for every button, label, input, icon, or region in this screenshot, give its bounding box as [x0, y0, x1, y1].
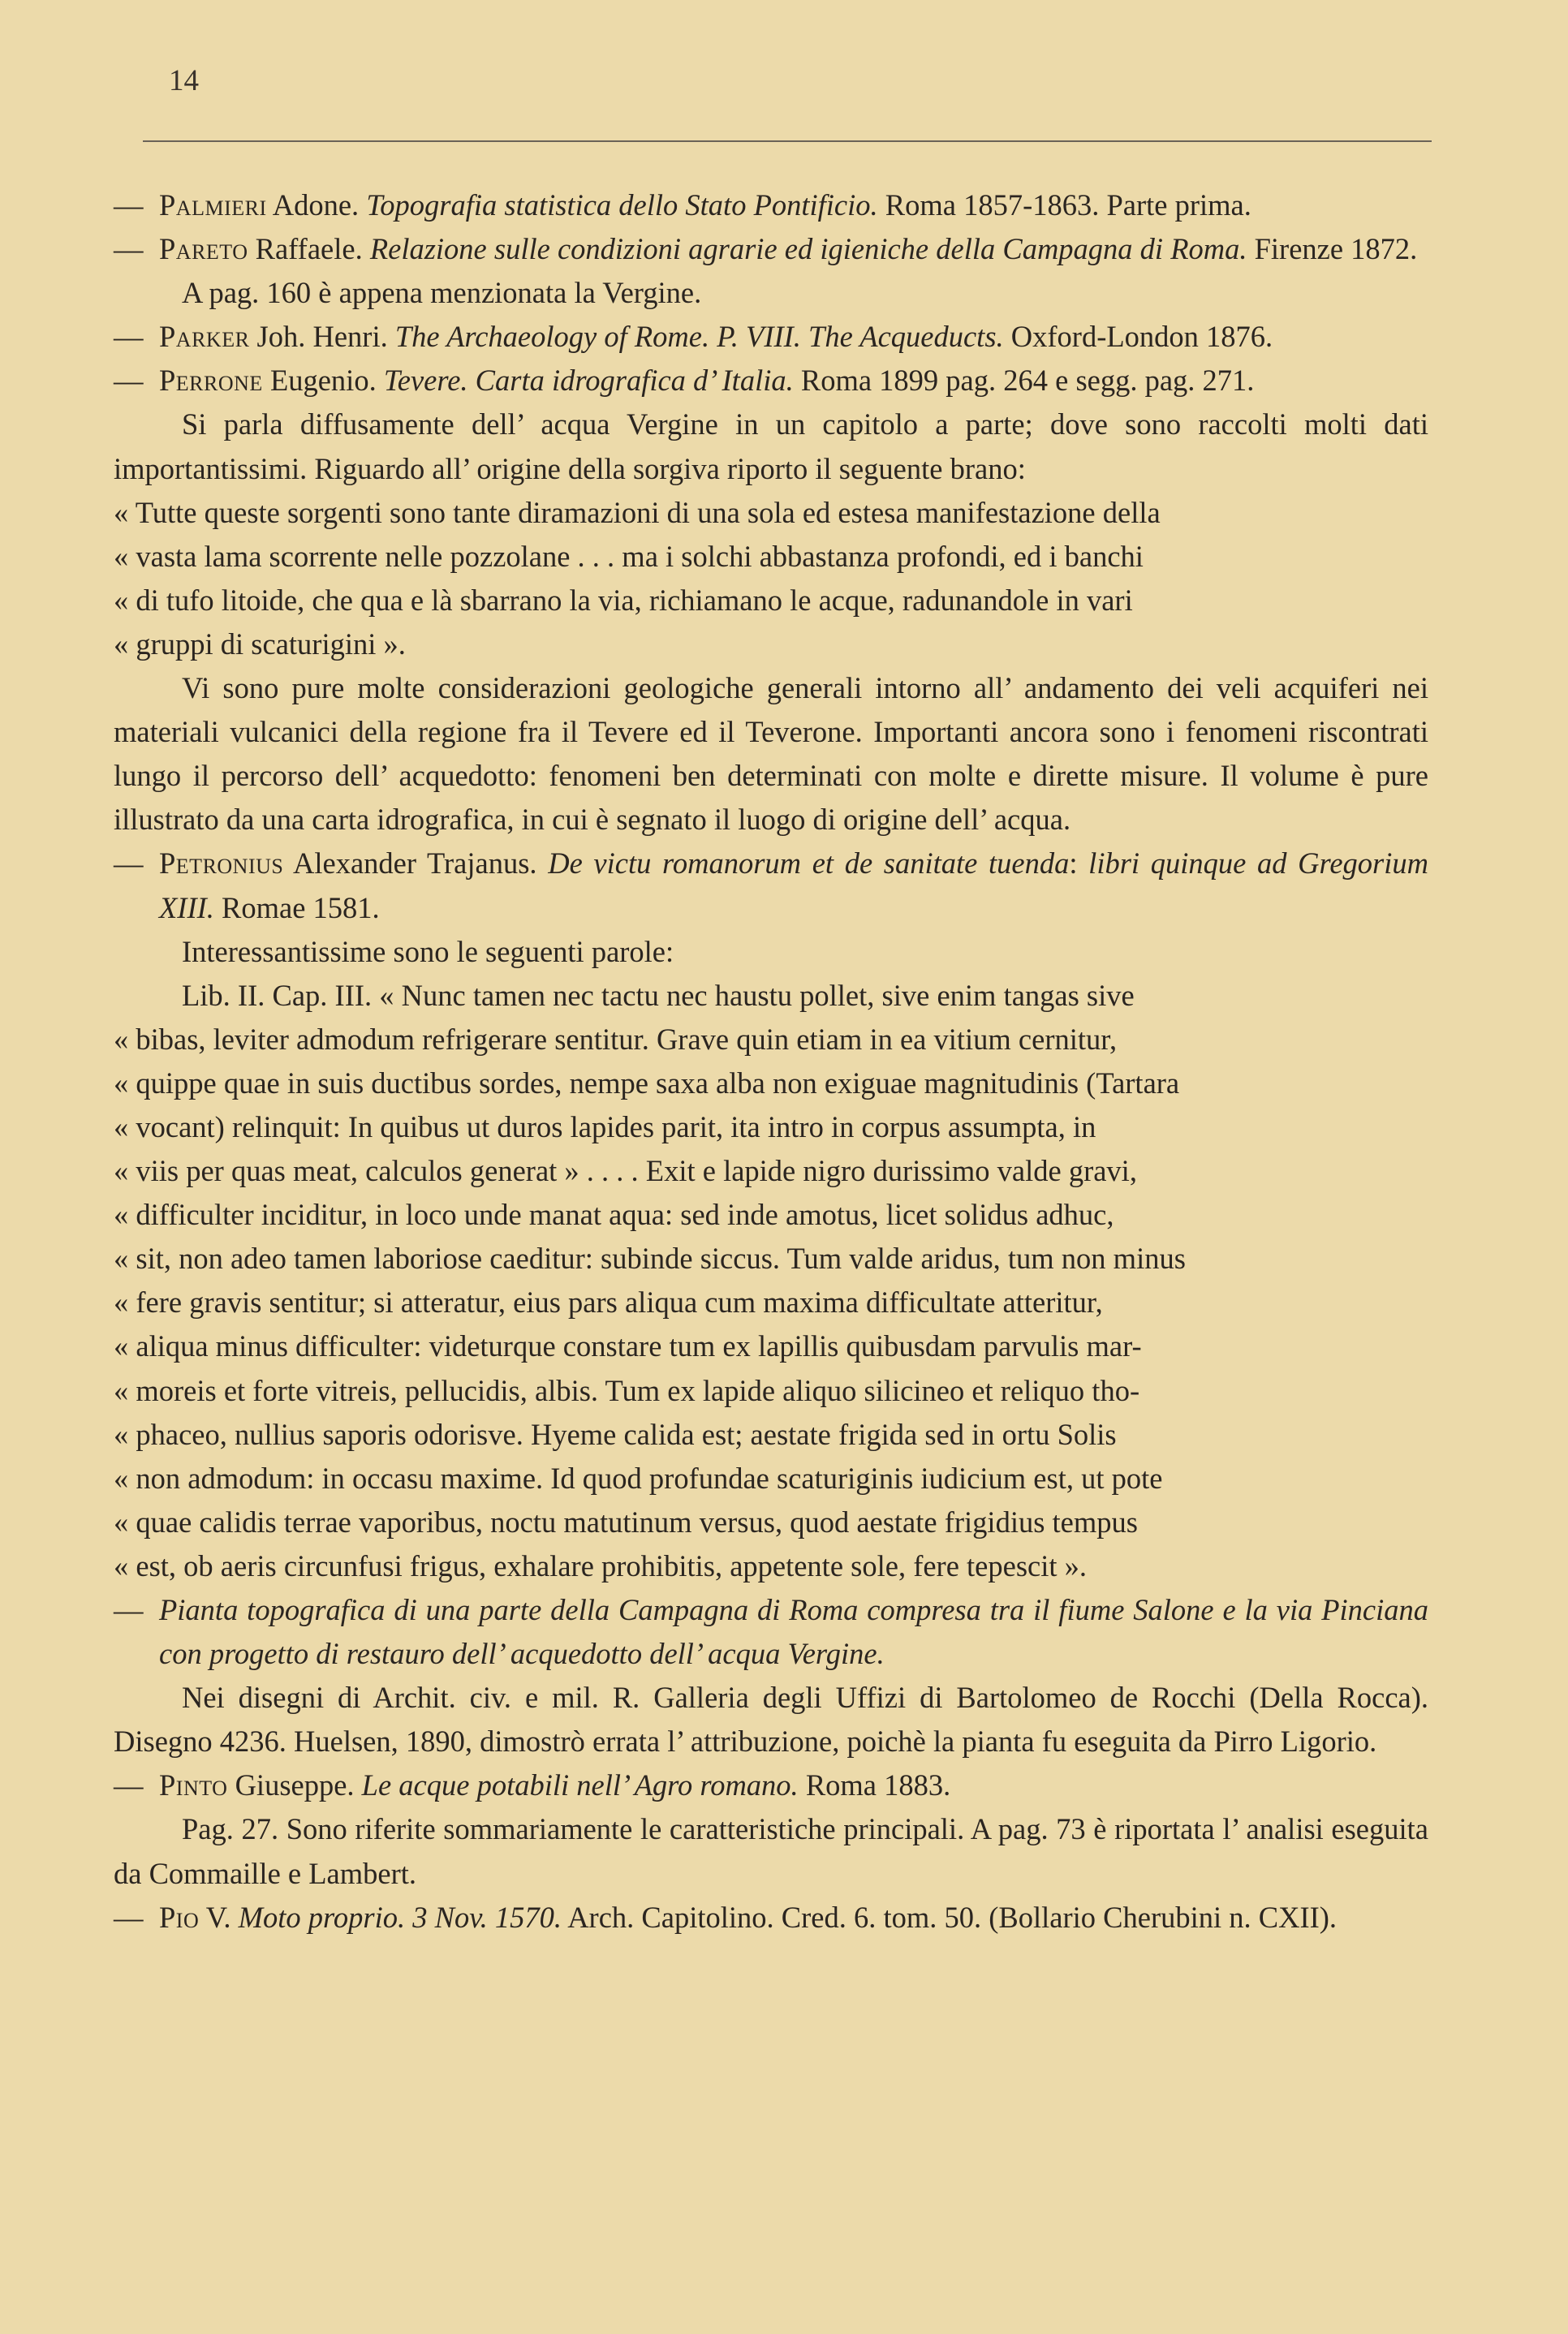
- commentary-paragraph: Si parla diffusamente dell’ acqua Vergine in un capitolo a parte; dove sono raccolti molti dati importantissimi. Riguardo all’ origine della sorgiva riporto il seguente brano:: [114, 407, 1428, 485]
- entry-first-name: Joh. Henri.: [256, 320, 388, 354]
- bib-entry-petronius: [114, 842, 1428, 929]
- entry-title: Tevere. Carta idrografica d’ Italia.: [383, 364, 794, 398]
- header-rule: [143, 140, 1432, 142]
- entry-author: Pareto: [159, 232, 248, 266]
- entry-publication: Oxford-London 1876.: [1010, 320, 1273, 354]
- quotation-line: « difficulter inciditur, in loco unde manat aqua: sed inde amotus, licet solidus adhuc,: [114, 1198, 1114, 1232]
- entry-author: Palmieri: [159, 188, 267, 222]
- entry-author: Pinto: [159, 1768, 228, 1802]
- entry-dash: —: [114, 320, 144, 354]
- bib-entry-perrone: [114, 359, 1428, 403]
- quotation-line: « Tutte queste sorgenti sono tante diramazioni di una sola ed estesa manifestazione della: [114, 495, 1161, 529]
- quotation-line: « di tufo litoide, che qua e là sbarrano la via, richiamano le acque, radunandole in vari: [114, 583, 1133, 617]
- entry-dash: —: [114, 188, 144, 222]
- quotation-line: « viis per quas meat, calculos generat » . . . . Exit e lapide nigro durissimo valde gravi,: [114, 1154, 1137, 1188]
- entry-first-name: Eugenio.: [269, 364, 377, 398]
- quotation-line: « bibas, leviter admodum refrigerare sentitur. Grave quin etiam in ea vitium cernitur,: [114, 1022, 1118, 1056]
- quotation-line: « vasta lama scorrente nelle pozzolane . . . ma i solchi abbastanza profondi, ed i banchi: [114, 539, 1144, 573]
- entry-publication: Firenze 1872.: [1254, 232, 1418, 266]
- entry-dash: —: [114, 1593, 144, 1626]
- entry-title: De victu romanorum et de sanitate tuenda: [548, 846, 1070, 881]
- entry-note: A pag. 160 è appena menzionata la Vergine.: [182, 276, 702, 310]
- entry-dash: —: [114, 1768, 144, 1802]
- commentary-paragraph: Vi sono pure molte considerazioni geologiche generali intorno all’ andamento dei veli acquiferi nei materiali vulcanici della regione fra il Tevere ed il Teverone. Importanti ancora sono i fenomeni riscontrati lungo il percorso dell’ acquedotto: fenomeni ben determinati con molte e dirette misure. Il volume è pure illustrato da una carta idrografica, in cui è segnato il luogo di origine dell’ acqua.: [114, 671, 1428, 837]
- entry-author: Petronius: [159, 846, 284, 881]
- quotation-line: « vocant) relinquit: In quibus ut duros lapides parit, ita intro in corpus assumpta, in: [114, 1109, 1096, 1143]
- quotation-line: « quippe quae in suis ductibus sordes, nempe saxa alba non exiguae magnitudinis (Tartara: [114, 1066, 1180, 1100]
- bib-entry-pareto: [114, 227, 1428, 271]
- bib-entry-pianta: [114, 1588, 1428, 1676]
- bib-entry-pinto: [114, 1763, 1428, 1807]
- entry-publication: Roma 1899 pag. 264 e segg. pag. 271.: [800, 364, 1255, 398]
- entry-title: Le acque potabili nell’ Agro romano.: [361, 1768, 799, 1802]
- entry-title-continued: libri quinque ad Gregorium XIII.: [159, 846, 1428, 924]
- commentary-paragraph: Nei disegni di Archit. civ. e mil. R. Galleria degli Uffizi di Bartolomeo de Rocchi (Della Rocca). Disegno 4236. Huelsen, 1890, dimostrò errata l’ attribuzione, poichè la pianta fu eseguita da Pirro Ligorio.: [114, 1681, 1428, 1759]
- page-number: 14: [169, 64, 199, 97]
- entry-dash: —: [114, 232, 144, 266]
- entry-author: Parker: [159, 320, 250, 354]
- entry-first-name: V.: [205, 1900, 231, 1934]
- quotation-line: « non admodum: in occasu maxime. Id quod profundae scaturiginis iudicium est, ut pote: [114, 1461, 1163, 1495]
- quotation-block: [114, 974, 1428, 1588]
- quotation-line: « phaceo, nullius saporis odorisve. Hyeme calida est; aestate frigida sed in ortu Solis: [114, 1417, 1117, 1451]
- quotation-line: « sit, non adeo tamen laboriose caeditur: subinde siccus. Tum valde aridus, tum non minus: [114, 1242, 1186, 1276]
- quotation-line: « gruppi di scaturigini ».: [114, 627, 406, 661]
- bib-entry-pio: [114, 1896, 1428, 1940]
- quotation-line: « aliqua minus difficulter: videturque constare tum ex lapillis quibusdam parvulis mar-: [114, 1329, 1142, 1363]
- entry-publication: Arch. Capitolino. Cred. 6. tom. 50. (Bollario Cherubini n. CXII).: [567, 1900, 1338, 1934]
- entry-title: The Archaeology of Rome. P. VIII. The Acqueducts.: [394, 320, 1004, 354]
- title-colon: :: [1069, 846, 1089, 881]
- quotation-line: « quae calidis terrae vaporibus, noctu matutinum versus, quod aestate frigidius tempus: [114, 1505, 1138, 1539]
- entry-publication: Roma 1857-1863. Parte prima.: [885, 188, 1251, 222]
- entry-publication: Romae 1581.: [222, 890, 380, 924]
- entry-author: Pio: [159, 1900, 200, 1934]
- entry-dash: —: [114, 846, 144, 881]
- quotation-line: « fere gravis sentitur; si atteratur, eius pars aliqua cum maxima difficultate atteritur,: [114, 1285, 1103, 1320]
- quotation-block: [114, 491, 1428, 666]
- bib-entry-parker: [114, 315, 1428, 359]
- quotation-line: « est, ob aeris circunfusi frigus, exhalare prohibitis, appetente sole, fere tepescit ».: [114, 1548, 1088, 1583]
- entry-first-name: Alexander Trajanus.: [293, 846, 537, 881]
- commentary-paragraph: Interessantissime sono le seguenti parole:: [182, 934, 674, 968]
- entry-title: Topografia statistica dello Stato Pontificio.: [366, 188, 878, 222]
- entry-title: Pianta topografica di una parte della Campagna di Roma compresa tra il fiume Salone e la via Pinciana con progetto di restauro dell’ acquedotto dell’ acqua Vergine.: [159, 1593, 1428, 1671]
- entry-first-name: Giuseppe.: [235, 1768, 355, 1802]
- entry-title: Moto proprio. 3 Nov. 1570.: [238, 1900, 562, 1934]
- entry-title: Relazione sulle condizioni agrarie ed igieniche della Campagna di Roma.: [369, 232, 1247, 266]
- bib-entry-palmieri: [114, 183, 1428, 227]
- entry-first-name: Raffaele.: [255, 232, 363, 266]
- commentary-paragraph: Pag. 27. Sono riferite sommariamente le caratteristiche principali. A pag. 73 è riportata l’ analisi eseguita da Commaille e Lambert.: [114, 1812, 1428, 1890]
- entry-dash: —: [114, 1900, 144, 1934]
- page-body: [114, 183, 1428, 1940]
- entry-dash: —: [114, 364, 144, 398]
- entry-author: Perrone: [159, 364, 263, 398]
- entry-publication: Roma 1883.: [805, 1768, 951, 1802]
- quotation-line: « moreis et forte vitreis, pellucidis, albis. Tum ex lapide aliquo silicineo et reliquo tho-: [114, 1373, 1140, 1407]
- entry-first-name: Adone.: [272, 188, 360, 222]
- quotation-line: Lib. II. Cap. III. « Nunc tamen nec tactu nec haustu pollet, sive enim tangas sive: [182, 978, 1135, 1012]
